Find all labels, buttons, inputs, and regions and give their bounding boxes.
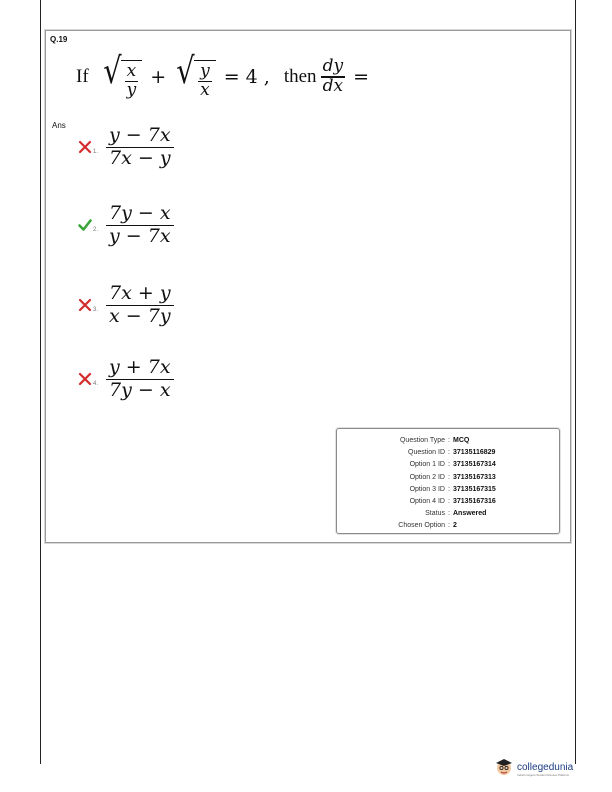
question-then-word: then — [283, 66, 317, 87]
option-4[interactable] — [78, 357, 176, 402]
ans-label: Ans — [52, 121, 66, 130]
trailing-equals: = — [353, 66, 369, 88]
option-number: 4. — [93, 381, 99, 388]
plus-sign: + — [150, 66, 167, 88]
option-number: 2. — [93, 227, 99, 234]
info-row-status: Status : Answered — [425, 510, 487, 518]
question-expression — [76, 49, 375, 105]
radical-sign: √ — [102, 50, 122, 92]
radical-sign: √ — [176, 50, 195, 92]
info-row-question-id: Question ID : 37135116829 — [408, 449, 496, 457]
option-1[interactable] — [78, 125, 176, 170]
logo-tagline: India's largest Student Review Platform — [517, 772, 570, 777]
question-number: Q.19 — [50, 35, 68, 44]
collegedunia-logo[interactable] — [494, 757, 573, 782]
option-fraction: $\frac{y - 7x}{7x - y}$ — [106, 125, 174, 170]
equals-four: = 4 , — [223, 66, 270, 88]
sqrt-term-2 — [174, 50, 216, 101]
cross-icon — [78, 140, 92, 154]
info-row-option1-id: Option 1 ID : 37135167314 — [409, 461, 496, 469]
student-avatar-icon — [494, 757, 514, 782]
logo-text: collegedunia — [517, 761, 574, 773]
option-2[interactable] — [78, 203, 176, 248]
question-if-word: If — [76, 66, 89, 87]
option-number: 1. — [93, 149, 99, 156]
cross-icon — [78, 298, 92, 312]
derivative-dy-dx: $\frac{dy}{dx}$ — [322, 56, 344, 96]
info-row-option4-id: Option 4 ID : 37135167316 — [409, 498, 496, 506]
option-fraction: $\frac{7y - x}{y - 7x}$ — [106, 203, 174, 248]
fraction-y-over-x: $\frac{y}{x}$ — [200, 60, 210, 101]
info-row-question-type: Question Type : MCQ — [399, 437, 470, 444]
info-row-chosen-option: Chosen Option : 2 — [398, 522, 457, 530]
option-fraction: $\frac{y + 7x}{7y - x}$ — [106, 357, 174, 402]
cross-icon — [78, 372, 92, 386]
checkmark-icon — [78, 218, 92, 232]
option-3[interactable] — [78, 283, 176, 328]
page-right-rule — [575, 0, 576, 764]
info-row-option2-id: Option 2 ID : 37135167313 — [409, 473, 496, 481]
sqrt-term-1 — [101, 50, 143, 101]
option-number: 3. — [93, 307, 99, 314]
option-fraction: $\frac{7x + y}{x - 7y}$ — [106, 283, 174, 328]
question-info-box — [336, 428, 560, 534]
page-left-rule — [40, 0, 41, 764]
fraction-x-over-y: $\frac{x}{y}$ — [126, 60, 137, 101]
question-panel — [45, 30, 571, 543]
info-row-option3-id: Option 3 ID : 37135167315 — [409, 485, 496, 493]
